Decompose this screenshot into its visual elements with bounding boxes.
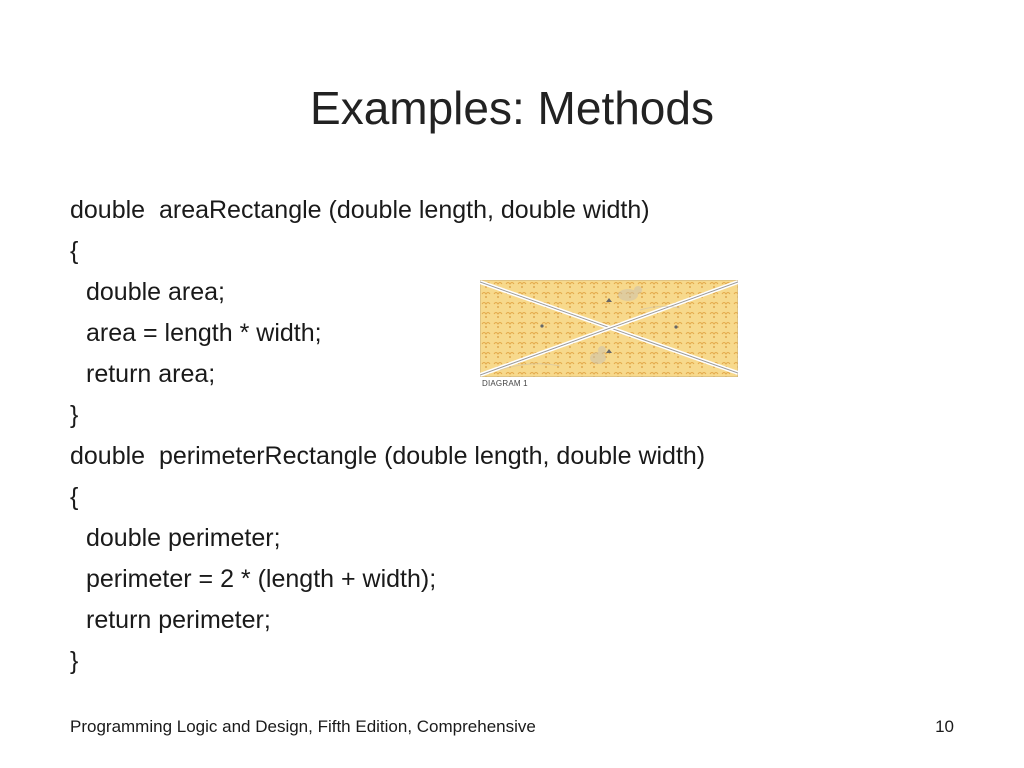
code-line: { [70, 237, 79, 265]
slide-title: Examples: Methods [310, 82, 714, 134]
code-line: return perimeter; [86, 606, 271, 634]
code-line: double perimeter; [86, 524, 281, 552]
code-line: double areaRectangle (double length, double width) [70, 196, 650, 224]
diagram-illustration [480, 280, 738, 377]
code-line: double area; [86, 278, 226, 306]
code-line: area = length * width; [86, 319, 322, 347]
page-number: 10 [935, 717, 954, 736]
code-line: { [70, 483, 79, 511]
footer-text: Programming Logic and Design, Fifth Edition, Comprehensive [70, 717, 536, 736]
code-line: perimeter = 2 * (length + width); [86, 565, 437, 593]
code-line: double perimeterRectangle (double length, double width) [70, 442, 706, 470]
code-line: return area; [86, 360, 216, 388]
diagram-caption: DIAGRAM 1 [482, 379, 528, 388]
code-block [70, 190, 705, 682]
diagram-image [480, 280, 738, 390]
code-line: } [70, 647, 79, 675]
code-line: } [70, 401, 79, 429]
